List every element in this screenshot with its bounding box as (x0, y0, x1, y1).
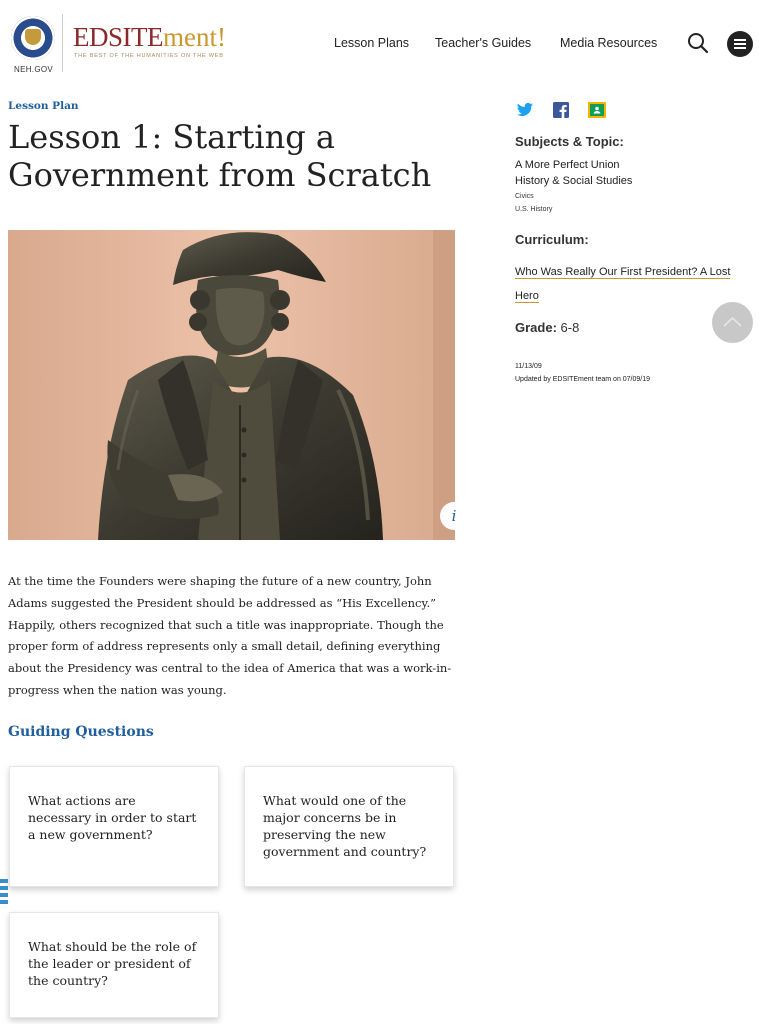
hero-image (8, 230, 455, 540)
grade-info (515, 320, 579, 335)
nav-media-resources[interactable]: Media Resources (560, 36, 658, 50)
subject-link[interactable]: History & Social Studies (515, 175, 633, 187)
logo-text-part2: ment! (162, 22, 226, 52)
subjects-heading: Subjects & Topic: (515, 134, 624, 149)
curriculum-link-text[interactable]: Who Was Really Our First President? A Lost Hero (515, 266, 731, 302)
curriculum-heading: Curriculum: (515, 232, 589, 247)
neh-gov-label[interactable]: NEH.GOV (14, 65, 53, 74)
grade-label: Grade: (515, 320, 557, 335)
eagle-icon (25, 29, 41, 45)
hamburger-icon[interactable] (727, 31, 753, 57)
intro-paragraph: At the time the Founders were shaping the future of a new country, John Adams suggested the President should be addressed as “His Excellency.” Happily, others recognized that such a title was inappropriate. Though the proper form of address represents only a small detail, defining everything about the Presidency was central to the idea of America that was a work-in-progress when the nation was young. (8, 574, 452, 697)
site-logo[interactable] (73, 22, 226, 52)
page-title: Lesson 1: Starting a Government from Scratch (8, 118, 432, 194)
statue-illustration (8, 230, 455, 540)
subtopic-link[interactable]: U.S. History (515, 206, 553, 213)
site-header (0, 0, 759, 88)
search-icon[interactable] (687, 32, 709, 54)
question-text: What would one of the major concerns be in preserving the new government and country? (263, 793, 427, 859)
grade-value: 6-8 (560, 320, 580, 335)
image-info-button[interactable]: i (440, 502, 468, 530)
nav-lesson-plans[interactable]: Lesson Plans (334, 36, 410, 50)
scroll-to-top-button[interactable] (712, 302, 753, 343)
facebook-icon[interactable] (552, 101, 570, 119)
subject-link[interactable]: A More Perfect Union (515, 159, 620, 171)
twitter-icon[interactable] (516, 101, 534, 119)
neh-seal-icon[interactable] (11, 16, 55, 60)
nav-teachers-guides[interactable]: Teacher's Guides (435, 36, 532, 50)
updated-date: Updated by EDSITEment team on 07/09/19 (515, 376, 651, 383)
question-card (9, 912, 219, 1018)
question-card (9, 766, 219, 887)
guiding-questions-heading: Guiding Questions (8, 724, 154, 740)
logo-text-part1: EDSITE (73, 22, 163, 52)
side-menu-tab-icon[interactable] (0, 879, 8, 905)
question-card (244, 766, 454, 887)
google-classroom-icon[interactable] (588, 101, 606, 119)
question-text: What actions are necessary in order to start a new government? (28, 793, 197, 842)
logo-divider (62, 14, 63, 72)
site-tagline: THE BEST OF THE HUMANITIES ON THE WEB (74, 53, 224, 59)
publish-date: 11/13/09 (515, 363, 542, 370)
subtopic-link[interactable]: Civics (515, 193, 534, 200)
content-type-label[interactable]: Lesson Plan (8, 100, 79, 112)
question-text: What should be the role of the leader or president of the country? (28, 939, 197, 988)
curriculum-link[interactable] (515, 260, 740, 308)
